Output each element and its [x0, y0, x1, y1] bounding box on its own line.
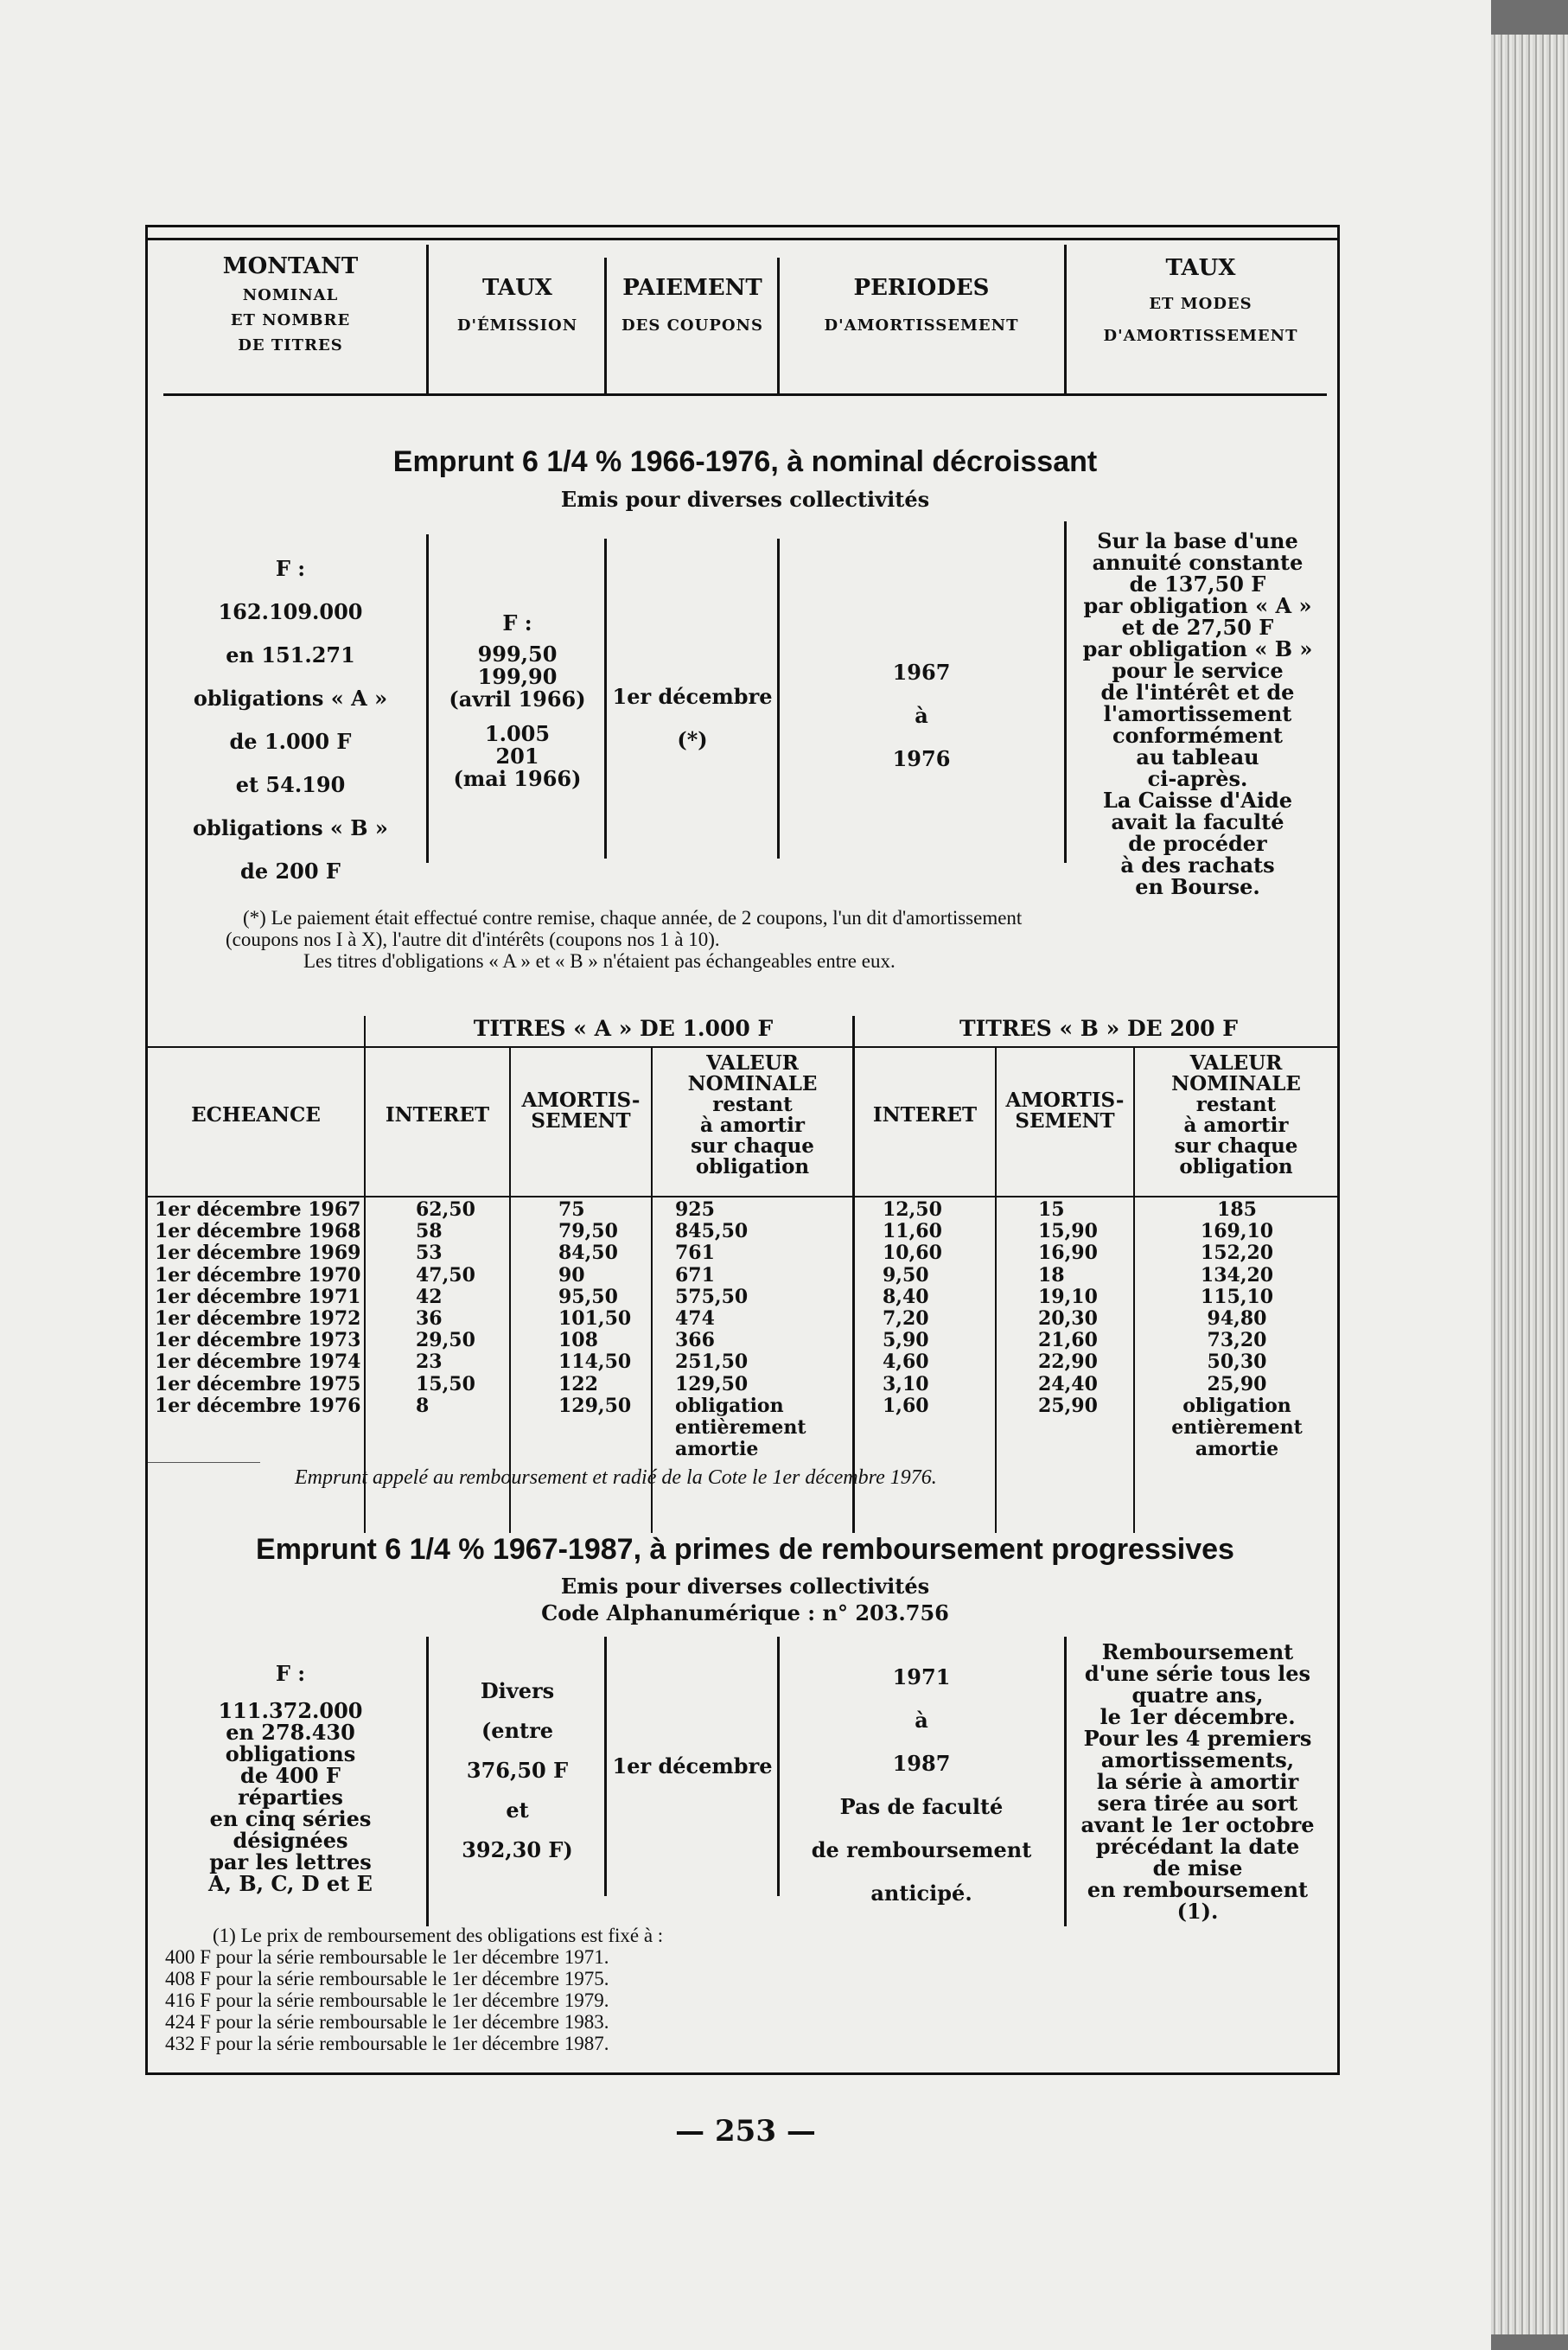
loan2-title: Emprunt 6 1/4 % 1967-1987, à primes de remboursement progressives	[256, 1533, 1234, 1566]
table-cell: 3,10	[883, 1372, 929, 1395]
table-cell: entièrement	[675, 1416, 806, 1440]
titres-b-header: TITRES « B » DE 200 F	[959, 1016, 1239, 1041]
table-cell: 1er décembre 1970	[155, 1263, 361, 1287]
table-cell: 122	[558, 1372, 598, 1395]
table-cell: 8	[416, 1394, 430, 1417]
loan2-paiement: 1er décembre	[612, 1753, 773, 1778]
loan1-note: (*) Le paiement était effectué contre remise, chaque année, de 2 coupons, l'un dit d'amortissement (coupons nos I à X), l'autre dit d'intérêts (coupons nos 1 à 10). Les titres d'obligations « A » et « B » n'étaient pas échangeables entre eux.	[226, 907, 1023, 972]
table-cell: 62,50	[416, 1198, 475, 1221]
b-interet-header: INTERET	[872, 1103, 978, 1127]
column-rule	[777, 1637, 780, 1896]
b-valeur-column	[1142, 1199, 1332, 1460]
table-cell: 15	[1038, 1198, 1065, 1221]
table-cell: 25,90	[1207, 1372, 1267, 1395]
table-cell: 5,90	[883, 1329, 929, 1352]
table-cell: amortie	[675, 1438, 759, 1461]
loan1-paiement: 1er décembre (*)	[612, 684, 773, 752]
rule	[148, 1046, 1337, 1048]
column-rule	[426, 245, 429, 393]
column-rule	[364, 1016, 366, 1533]
echeance-header: ECHEANCE	[191, 1103, 321, 1127]
column-rule	[1064, 245, 1067, 393]
table-cell: 8,40	[883, 1285, 929, 1308]
table-cell: 75	[558, 1198, 585, 1221]
b-interet-column	[883, 1199, 942, 1417]
a-interet-column	[416, 1199, 475, 1417]
echeance-column	[155, 1199, 360, 1417]
table-cell: 134,20	[1200, 1263, 1274, 1287]
table-cell: 90	[558, 1263, 585, 1287]
header-paiement: PAIEMENT DES COUPONS	[621, 275, 763, 335]
rule	[148, 1462, 260, 1463]
titres-a-header: TITRES « A » DE 1.000 F	[473, 1016, 774, 1041]
table-cell: 21,60	[1038, 1329, 1098, 1352]
loan1-taux: F : 999,50 199,90 (avril 1966) 1.005 201 (mai 1966)	[449, 610, 586, 791]
a-interet-header: INTERET	[385, 1103, 490, 1127]
table-cell: 36	[416, 1307, 443, 1331]
table-cell: 845,50	[675, 1220, 749, 1243]
column-rule	[604, 258, 607, 393]
column-rule	[777, 258, 780, 393]
table-cell: 12,50	[883, 1198, 942, 1221]
table-cell: 251,50	[675, 1351, 749, 1374]
table-cell: 58	[416, 1220, 443, 1243]
loan2-code: Code Alphanumérique : n° 203.756	[541, 1600, 949, 1625]
table-cell: 108	[558, 1329, 598, 1352]
table-cell: 129,50	[675, 1372, 749, 1395]
loan2-notes: (1) Le prix de remboursement des obligations est fixé à : 400 F pour la série remboursable le 1er décembre 1971. 408 F pour la série remboursable le 1er décembre 1975. 416 F pour la série remboursable le 1er décembre 1979. 424 F pour la série remboursable le 1er décembre 1983. 432 F pour la série remboursable le 1er décembre 1987.	[165, 1925, 664, 2054]
table-cell: 115,10	[1200, 1285, 1274, 1308]
table-cell: 1er décembre 1976	[155, 1394, 361, 1417]
table-cell: 671	[675, 1263, 715, 1287]
table-cell: 474	[675, 1307, 715, 1331]
b-amort-column	[1038, 1199, 1098, 1417]
header-montant: MONTANT NOMINAL ET NOMBRE DE TITRES	[222, 253, 359, 354]
column-rule	[604, 539, 607, 859]
a-valeur-column	[675, 1199, 852, 1460]
table-cell: 19,10	[1038, 1285, 1098, 1308]
table-cell: 16,90	[1038, 1242, 1098, 1265]
table-cell: 53	[416, 1242, 443, 1265]
table-cell: 84,50	[558, 1242, 618, 1265]
loan2-taux: Divers (entre 376,50 F et 392,30 F)	[462, 1678, 573, 1862]
loan2-periodes: 1971 à 1987 Pas de faculté de remboursement anticipé.	[811, 1664, 1032, 1906]
table-cell: 152,20	[1200, 1242, 1274, 1265]
a-amort-column	[558, 1199, 631, 1417]
a-valeur-header: VALEUR NOMINALE restant à amortir sur chaque obligation	[687, 1051, 818, 1178]
loan1-subtitle: Emis pour diverses collectivités	[560, 487, 930, 512]
table-cell: 42	[416, 1285, 443, 1308]
loan1-modes: Sur la base d'une annuité constante de 137,50 F par obligation « A » et de 27,50 F par obligation « B » pour le service de l'intérêt et de l'amortissement conformément au tableau ci-après. La Caisse d'Aide avait la faculté de procéder à des rachats en Bourse.	[1082, 528, 1313, 899]
table-cell: 1er décembre 1972	[155, 1307, 361, 1331]
table-cell: 94,80	[1207, 1307, 1267, 1331]
column-rule	[426, 1637, 429, 1926]
table-cell: 73,20	[1207, 1329, 1267, 1352]
header-taux: TAUX D'ÉMISSION	[456, 275, 578, 335]
column-rule	[426, 534, 429, 863]
table-cell: 23	[416, 1351, 443, 1374]
table-cell: 1er décembre 1971	[155, 1285, 361, 1308]
loan2-modes: Remboursement d'une série tous les quatre ans, le 1er décembre. Pour les 4 premiers amortissements, la série à amortir sera tirée au sort avant le 1er octobre précédant la date de mise en remboursement (1).	[1080, 1639, 1315, 1924]
a-amort-header: AMORTIS- SEMENT	[521, 1089, 641, 1133]
table-cell: 1er décembre 1968	[155, 1220, 361, 1243]
loan2-subtitle: Emis pour diverses collectivités	[560, 1574, 930, 1599]
table-cell: 185	[1217, 1198, 1257, 1221]
table-cell: entièrement	[1171, 1416, 1303, 1440]
schedule-footer: Emprunt appelé au remboursement et radié de la Cote le 1er décembre 1976.	[295, 1466, 937, 1489]
table-cell: 9,50	[883, 1263, 929, 1287]
table-cell: 15,90	[1038, 1220, 1098, 1243]
table-cell: 22,90	[1038, 1351, 1098, 1374]
table-cell: 15,50	[416, 1372, 475, 1395]
table-cell: amortie	[1195, 1438, 1279, 1461]
table-cell: 24,40	[1038, 1372, 1098, 1395]
rule	[163, 393, 1327, 396]
table-cell: 761	[675, 1242, 715, 1265]
table-cell: 366	[675, 1329, 715, 1352]
column-rule	[604, 1637, 607, 1896]
table-cell: 20,30	[1038, 1307, 1098, 1331]
table-cell: 114,50	[558, 1351, 632, 1374]
table-cell: 29,50	[416, 1329, 475, 1352]
table-cell: 925	[675, 1198, 715, 1221]
table-cell: 10,60	[883, 1242, 942, 1265]
table-cell: 95,50	[558, 1285, 618, 1308]
table-cell: 1er décembre 1969	[155, 1242, 361, 1265]
loan1-montant: F : 162.109.000 en 151.271 obligations « A » de 1.000 F et 54.190 obligations « B » de 200 F	[193, 556, 388, 884]
column-rule	[852, 1016, 855, 1533]
loan2-montant: F : 111.372.000 en 278.430 obligations de 400 F réparties en cinq séries désignées par les lettres A, B, C, D et E	[208, 1661, 373, 1896]
header-periodes: PERIODES D'AMORTISSEMENT	[824, 275, 1019, 335]
rule	[148, 1196, 1337, 1197]
b-valeur-header: VALEUR NOMINALE restant à amortir sur chaque obligation	[1171, 1051, 1301, 1178]
rule	[148, 238, 1337, 240]
table-cell: obligation	[675, 1394, 784, 1417]
table-cell: 169,10	[1200, 1220, 1274, 1243]
header-modes: TAUX ET MODES D'AMORTISSEMENT	[1103, 255, 1298, 345]
page-edge	[1491, 35, 1568, 2334]
loan1-title: Emprunt 6 1/4 % 1966-1976, à nominal décroissant	[392, 445, 1098, 478]
column-rule	[777, 539, 780, 859]
table-cell: 1,60	[883, 1394, 929, 1417]
table-cell: 18	[1038, 1263, 1065, 1287]
table-cell: 1er décembre 1974	[155, 1351, 361, 1374]
b-amort-header: AMORTIS- SEMENT	[1005, 1089, 1125, 1133]
table-cell: 7,20	[883, 1307, 929, 1331]
table-frame	[145, 225, 1340, 2075]
table-cell: 1er décembre 1967	[155, 1198, 361, 1221]
table-cell: 50,30	[1207, 1351, 1267, 1374]
table-cell: 79,50	[558, 1220, 618, 1243]
table-cell: 129,50	[558, 1394, 632, 1417]
table-cell: 4,60	[883, 1351, 929, 1374]
page-number: — 253 —	[675, 2114, 816, 2149]
table-cell: obligation	[1182, 1394, 1291, 1417]
table-cell: 1er décembre 1973	[155, 1329, 361, 1352]
table-cell: 47,50	[416, 1263, 475, 1287]
table-cell: 101,50	[558, 1307, 632, 1331]
table-cell: 575,50	[675, 1285, 749, 1308]
table-cell: 11,60	[883, 1220, 942, 1243]
loan1-periodes: 1967 à 1976	[892, 660, 951, 771]
table-cell: 1er décembre 1975	[155, 1372, 361, 1395]
table-cell: 25,90	[1038, 1394, 1098, 1417]
